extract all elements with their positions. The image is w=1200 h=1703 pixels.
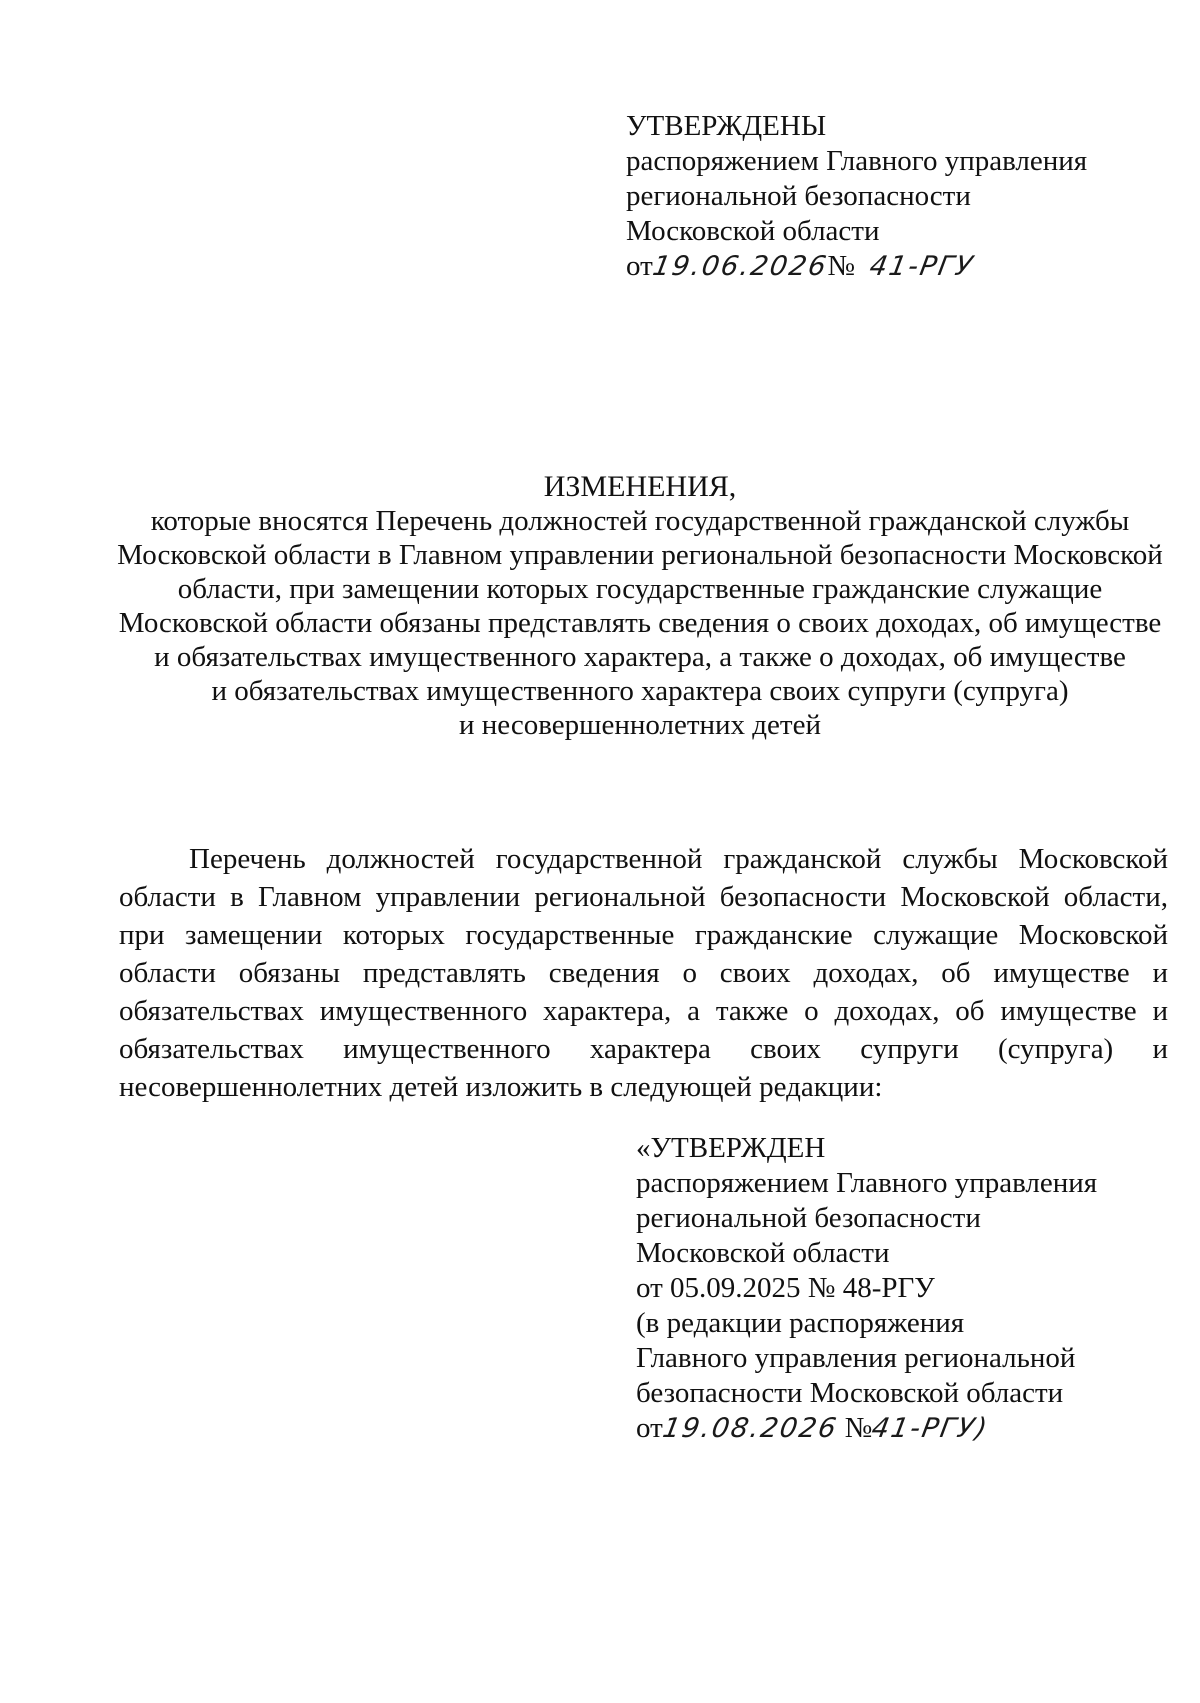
date-prefix: от xyxy=(626,250,653,282)
approval-heading: «УТВЕРЖДЕН xyxy=(636,1132,826,1164)
handwritten-number: 41-РГУ xyxy=(866,251,977,282)
title-line: которые вносятся Перечень должностей государственной гражданской службы xyxy=(150,505,1130,537)
approval-line: от 05.09.2025 № 48-РГУ xyxy=(636,1272,935,1304)
title-line: области, при замещении которых государственные гражданские служащие xyxy=(177,573,1103,605)
handwritten-number: 41-РГУ) xyxy=(869,1413,992,1444)
body-paragraph: Перечень должностей государственной гражданской службы Московской области в Главном управлении региональной безопасности Московской области, при замещении которых государственные гражданские служащие Московской области обязаны представлять сведения о своих доходах, об имуществе и обязательствах имущественного характера, а также о доходах, об имуществе и обязательствах имущественного характера своих супруги (супруга) и несовершеннолетних детей изложить в следующей редакции: xyxy=(119,843,1168,1103)
number-sign: № xyxy=(827,250,856,282)
handwritten-date: 19.08.2026 xyxy=(660,1413,841,1444)
approval-line: региональной безопасности xyxy=(636,1202,981,1234)
document-title xyxy=(100,470,1180,742)
date-prefix: от xyxy=(636,1412,663,1444)
approval-date-line xyxy=(636,1411,1097,1446)
approval-line: Главного управления региональной xyxy=(636,1342,1076,1374)
approval-line: Московской области xyxy=(636,1237,890,1269)
title-line: и обязательствах имущественного характера своих супруги (супруга) xyxy=(211,675,1069,707)
title-line: и обязательствах имущественного характера, а также о доходах, об имуществе xyxy=(154,641,1126,673)
approval-date-line xyxy=(626,249,1087,284)
approval-line: региональной безопасности xyxy=(626,180,971,212)
approval-stamp-top xyxy=(626,109,1087,284)
handwritten-date: 19.06.2026 xyxy=(650,251,831,282)
title-heading: ИЗМЕНЕНИЯ, xyxy=(543,470,737,503)
title-line: Московской области в Главном управлении региональной безопасности Московской xyxy=(117,539,1163,571)
approval-line: безопасности Московской области xyxy=(636,1377,1064,1409)
approval-line: распоряжением Главного управления xyxy=(636,1167,1098,1199)
approval-heading: УТВЕРЖДЕНЫ xyxy=(626,110,827,142)
approval-stamp-quoted xyxy=(636,1131,1097,1446)
title-line: и несовершеннолетних детей xyxy=(458,709,821,741)
number-sign: № xyxy=(844,1412,873,1444)
title-line: Московской области обязаны представлять сведения о своих доходах, об имуществе xyxy=(118,607,1162,639)
approval-line: (в редакции распоряжения xyxy=(636,1307,965,1339)
approval-line: Московской области xyxy=(626,215,880,247)
approval-line: распоряжением Главного управления xyxy=(626,145,1088,177)
